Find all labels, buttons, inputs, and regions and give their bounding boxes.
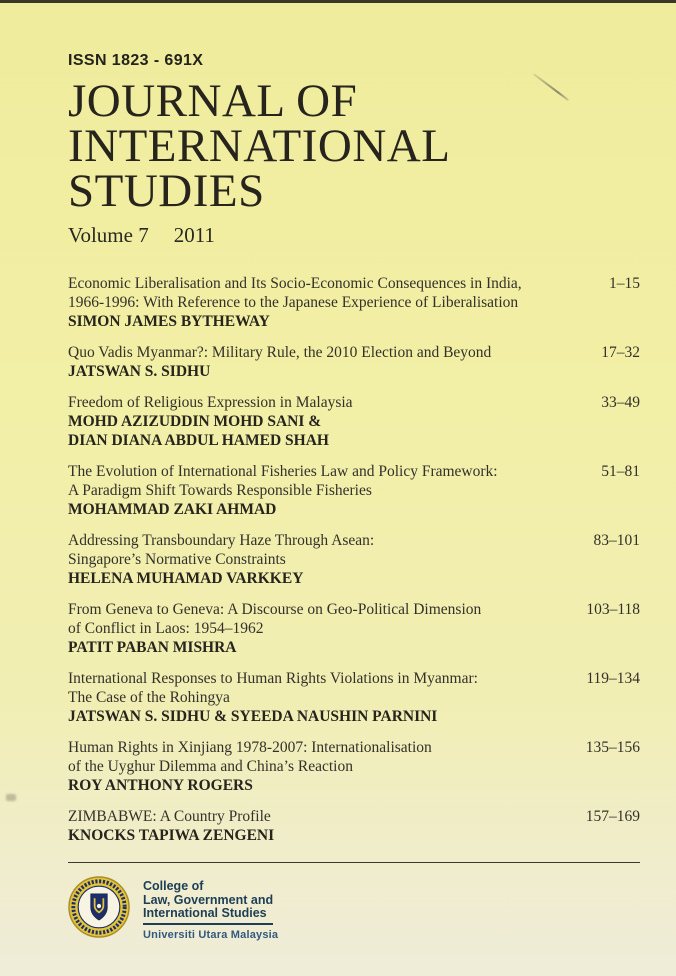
- article-text: [68, 343, 491, 381]
- toc-divider: [68, 862, 640, 863]
- article-text: [68, 600, 481, 657]
- article-title-line: Freedom of Religious Expression in Malaysia: [68, 394, 353, 411]
- article-authors: [68, 569, 374, 588]
- article-author-line: HELENA MUHAMAD VARKKEY: [68, 570, 304, 587]
- article-pages: 157–169: [585, 808, 640, 825]
- article-authors: [68, 500, 498, 519]
- article-title-line: A Paradigm Shift Towards Responsible Fisheries: [68, 482, 372, 499]
- article-text: [68, 393, 353, 450]
- article-authors: [68, 707, 478, 726]
- article-title-line: of Conflict in Laos: 1954–1962: [68, 620, 264, 637]
- article-title-lines: [68, 274, 522, 312]
- article-title-line: Economic Liberalisation and Its Socio-Economic Consequences in India,: [68, 275, 522, 292]
- article-title-line: Human Rights in Xinjiang 1978-2007: Internationalisation: [68, 739, 432, 756]
- volume-label: Volume 7: [68, 223, 149, 247]
- article-author-line: PATIT PABAN MISHRA: [68, 639, 237, 656]
- article-author-line: MOHD AZIZUDDIN MOHD SANI &: [68, 413, 322, 430]
- toc-entry: [68, 462, 640, 519]
- article-text: [68, 807, 274, 845]
- issn-label: ISSN 1823 - 691X: [68, 52, 204, 69]
- article-title-line: ZIMBABWE: A Country Profile: [68, 808, 271, 825]
- article-title-lines: [68, 807, 274, 826]
- article-title-line: of the Uyghur Dilemma and China’s Reaction: [68, 758, 353, 775]
- article-author-line: KNOCKS TAPIWA ZENGENI: [68, 827, 275, 844]
- article-author-line: DIAN DIANA ABDUL HAMED SHAH: [68, 432, 329, 449]
- toc-entry: [68, 531, 640, 588]
- toc-entry: [68, 807, 640, 845]
- article-title-line: From Geneva to Geneva: A Discourse on Geo-Political Dimension: [68, 601, 482, 618]
- article-pages: 17–32: [601, 344, 640, 361]
- college-name-line: College of: [143, 879, 204, 893]
- article-text: [68, 274, 522, 331]
- toc-list: [68, 274, 640, 845]
- article-title-lines: [68, 393, 353, 412]
- college-logo-text: [143, 876, 278, 941]
- article-authors: [68, 412, 353, 450]
- article-text: [68, 669, 478, 726]
- college-name-line: International Studies: [143, 906, 267, 920]
- toc-entry: [68, 274, 640, 331]
- article-title-line: Addressing Transboundary Haze Through Asean:: [68, 532, 375, 549]
- article-title-lines: [68, 738, 432, 776]
- article-author-line: MOHAMMAD ZAKI AHMAD: [68, 501, 277, 518]
- article-title-line: The Evolution of International Fisheries Law and Policy Framework:: [68, 463, 498, 480]
- article-authors: [68, 312, 522, 331]
- article-author-line: SIMON JAMES BYTHEWAY: [68, 313, 270, 330]
- article-title-line: The Case of the Rohingya: [68, 689, 230, 706]
- article-author-line: JATSWAN S. SIDHU & SYEEDA NAUSHIN PARNINI: [68, 708, 438, 725]
- journal-title: [68, 75, 640, 217]
- uum-seal-icon: [68, 876, 130, 938]
- toc-entry: [68, 669, 640, 726]
- article-pages: 1–15: [609, 275, 640, 292]
- article-title-lines: [68, 600, 481, 638]
- article-pages: 33–49: [601, 394, 640, 411]
- university-name: Universiti Utara Malaysia: [143, 928, 279, 941]
- scan-smudge: [6, 794, 16, 801]
- toc-entry: [68, 600, 640, 657]
- college-name: [143, 880, 273, 925]
- article-authors: [68, 776, 432, 795]
- article-text: [68, 738, 432, 795]
- article-title-lines: [68, 669, 478, 707]
- toc-entry: [68, 343, 640, 381]
- article-author-line: ROY ANTHONY ROGERS: [68, 777, 253, 794]
- article-title-line: Quo Vadis Myanmar?: Military Rule, the 2010 Election and Beyond: [68, 344, 492, 361]
- article-text: [68, 462, 498, 519]
- college-name-line: Law, Government and: [143, 892, 274, 907]
- journal-title-line: JOURNAL OF: [68, 75, 358, 127]
- article-authors: [68, 826, 274, 845]
- article-authors: [68, 362, 491, 381]
- toc-entry: [68, 738, 640, 795]
- article-author-line: JATSWAN S. SIDHU: [68, 363, 211, 380]
- article-pages: 51–81: [601, 463, 640, 480]
- article-title-line: International Responses to Human Rights Violations in Myanmar:: [68, 670, 478, 687]
- article-pages: 83–101: [593, 532, 640, 549]
- article-pages: 119–134: [586, 670, 640, 687]
- year-label: 2011: [173, 223, 215, 247]
- article-title-lines: [68, 531, 374, 569]
- article-title-line: 1966-1996: With Reference to the Japanese Experience of Liberalisation: [68, 294, 519, 311]
- article-pages: 103–118: [586, 601, 640, 618]
- article-title-lines: [68, 343, 491, 362]
- journal-title-line: STUDIES: [68, 165, 265, 217]
- article-authors: [68, 638, 481, 657]
- journal-title-line: INTERNATIONAL: [68, 120, 451, 172]
- article-pages: 135–156: [585, 739, 640, 756]
- article-title-lines: [68, 462, 498, 500]
- article-text: [68, 531, 374, 588]
- volume-row: [68, 223, 640, 248]
- toc-entry: [68, 393, 640, 450]
- article-title-line: Singapore’s Normative Constraints: [68, 551, 286, 568]
- footer-logo: [68, 876, 640, 941]
